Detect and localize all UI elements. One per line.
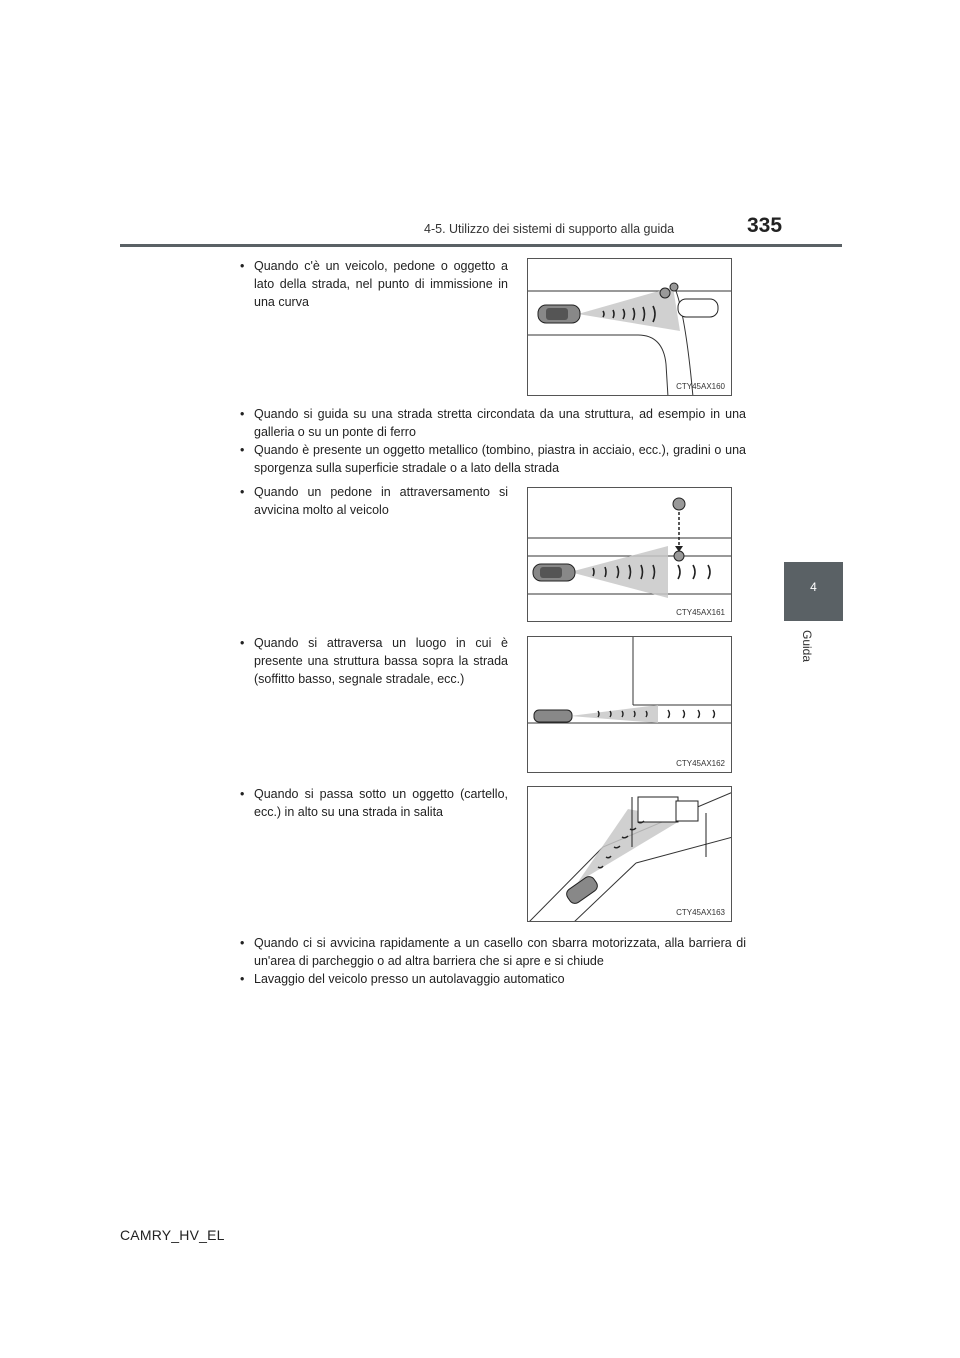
figure-code: CTY45AX163 — [676, 908, 725, 917]
figure-code: CTY45AX160 — [676, 382, 725, 391]
section-title: 4-5. Utilizzo dei sistemi di supporto alla guida — [424, 222, 675, 236]
header-divider — [120, 244, 842, 247]
chapter-number: 4 — [810, 580, 817, 594]
bullet-item: • Quando ci si avvicina rapidamente a un casello con sbarra motorizzata, alla barriera di un'area di parcheggio o ad altra barriera che si apre e si chiude — [238, 934, 746, 970]
bullet-item: • Quando è presente un oggetto metallico (tombino, piastra in acciaio, ecc.), gradini o una sporgenza sulla superficie stradale o a lato della strada — [238, 441, 746, 477]
bullet-item: • Quando c'è un veicolo, pedone o oggetto a lato della strada, nel punto di immissione in una curva — [238, 257, 508, 311]
bullet-item: • Lavaggio del veicolo presso un autolavaggio automatico — [238, 970, 746, 988]
figure-code: CTY45AX162 — [676, 759, 725, 768]
bullet-item: • Quando un pedone in attraversamento si avvicina molto al veicolo — [238, 483, 508, 519]
chapter-label: Guida — [800, 630, 814, 663]
figure-code: CTY45AX161 — [676, 608, 725, 617]
page-number: 335 — [747, 214, 783, 237]
figure-curve-merge — [527, 258, 732, 396]
model-code: CAMRY_HV_EL — [120, 1227, 225, 1243]
bullet-item: • Quando si guida su una strada stretta circondata da una struttura, ad esempio in una galleria o su un ponte di ferro — [238, 405, 746, 441]
figure-low-structure — [527, 636, 732, 773]
figure-uphill-sign — [527, 786, 732, 922]
bullet-item: • Quando si passa sotto un oggetto (cartello, ecc.) in alto su una strada in salita — [238, 785, 508, 821]
figure-pedestrian-crossing — [527, 487, 732, 622]
chapter-tab — [784, 562, 843, 621]
bullet-item: • Quando si attraversa un luogo in cui è presente una struttura bassa sopra la strada (soffitto basso, segnale stradale, ecc.) — [238, 634, 508, 688]
